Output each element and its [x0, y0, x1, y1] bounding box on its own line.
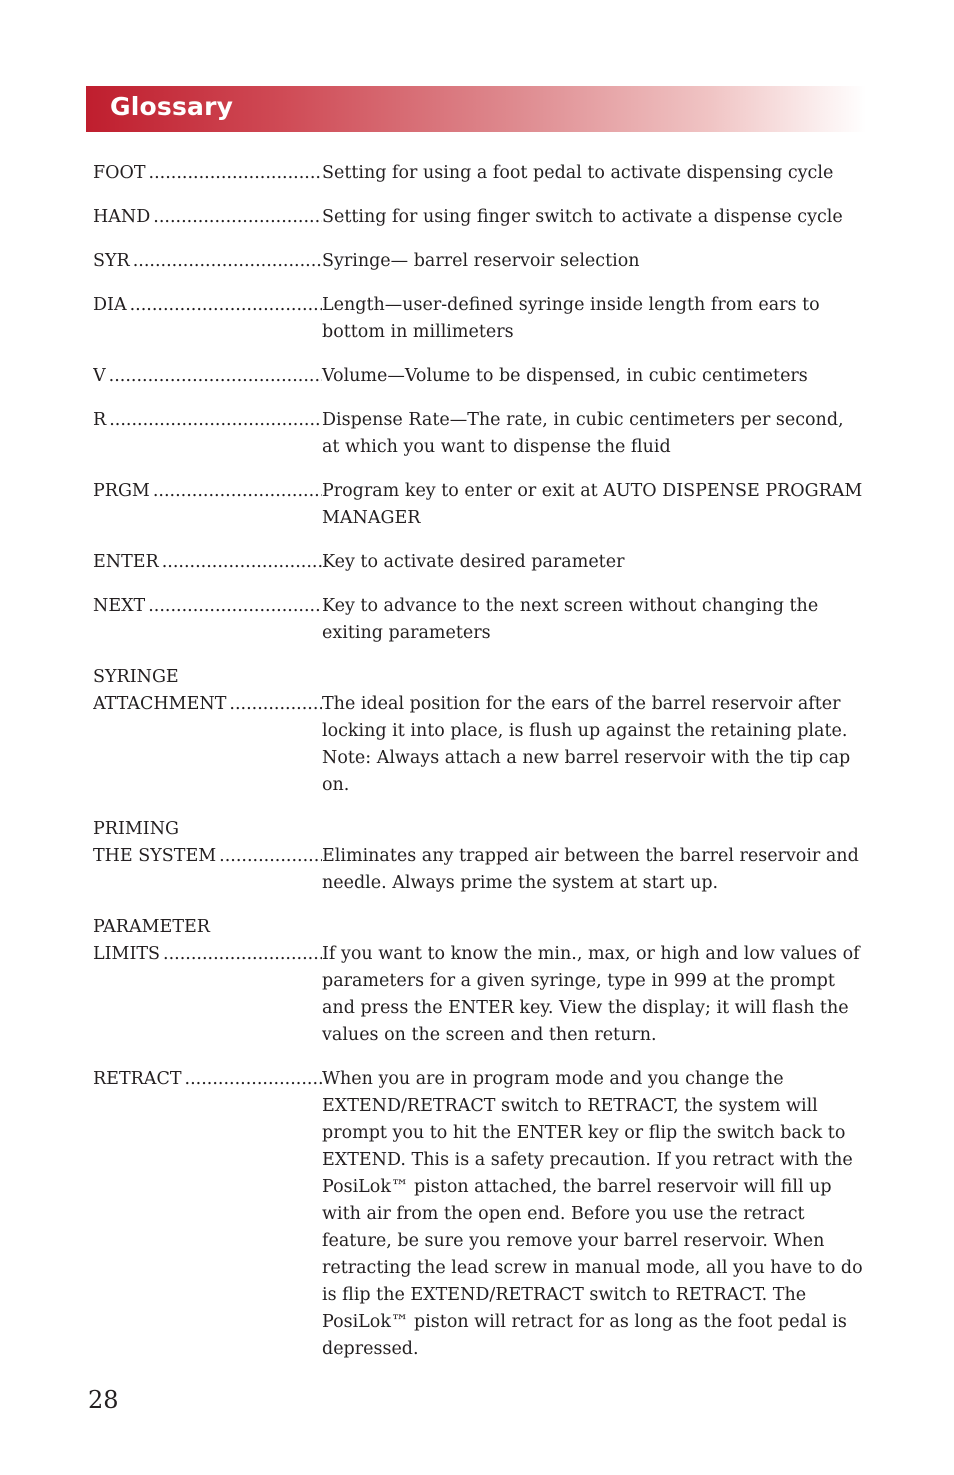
- dot-leader: [162, 549, 322, 576]
- dot-leader: [133, 248, 322, 275]
- header-band: [86, 86, 866, 132]
- glossary-list: [93, 160, 868, 1380]
- glossary-term-line1: SYRINGE: [93, 667, 179, 687]
- glossary-entry: [93, 478, 868, 532]
- glossary-entry: [93, 363, 868, 390]
- glossary-entry: [93, 664, 868, 799]
- glossary-term: [93, 941, 322, 968]
- glossary-term-text: DIA: [93, 295, 127, 315]
- glossary-definition: Program key to enter or exit at AUTO DISPENSE PROGRAM MANAGER: [322, 481, 863, 528]
- glossary-term: [93, 478, 322, 505]
- glossary-entry: [93, 292, 868, 346]
- glossary-term: [93, 248, 322, 275]
- glossary-term-text: FOOT: [93, 163, 146, 183]
- glossary-term-line1: PARAMETER: [93, 917, 210, 937]
- glossary-term: [93, 160, 322, 187]
- glossary-definition: Eliminates any trapped air between the barrel reservoir and needle. Always prime the system at start up.: [322, 846, 859, 893]
- glossary-term: [93, 363, 322, 390]
- glossary-term: [93, 292, 322, 319]
- glossary-term: [93, 549, 322, 576]
- dot-leader: [219, 843, 322, 870]
- glossary-entry: [93, 1066, 868, 1363]
- dot-leader: [109, 363, 322, 390]
- glossary-definition: The ideal position for the ears of the barrel reservoir after locking it into place, is flush up against the retaining plate. Note: Always attach a new barrel reservoir with the tip cap on.: [322, 694, 851, 795]
- glossary-term: [93, 204, 322, 231]
- dot-leader: [130, 292, 322, 319]
- dot-leader: [148, 593, 322, 620]
- glossary-term-line1: PRIMING: [93, 819, 179, 839]
- dot-leader: [109, 407, 322, 434]
- glossary-term: [93, 691, 322, 718]
- glossary-term-text: PRGM: [93, 481, 150, 501]
- dot-leader: [149, 160, 322, 187]
- glossary-definition: Dispense Rate—The rate, in cubic centimeters per second, at which you want to dispense the fluid: [322, 410, 844, 457]
- dot-leader: [185, 1066, 323, 1093]
- glossary-definition: If you want to know the min., max, or high and low values of parameters for a given syringe, type in 999 at the prompt and press the ENTER key. View the display; it will flash the values on the screen and then return.: [322, 944, 860, 1045]
- glossary-entry: [93, 914, 868, 1049]
- dot-leader: [153, 478, 322, 505]
- page-number: 28: [88, 1386, 119, 1414]
- glossary-definition: Key to activate desired parameter: [322, 552, 625, 572]
- glossary-term-text: LIMITS: [93, 944, 161, 964]
- glossary-term-text: HAND: [93, 207, 151, 227]
- glossary-entry: [93, 549, 868, 576]
- glossary-entry: [93, 160, 868, 187]
- glossary-term: [93, 1066, 322, 1093]
- glossary-entry: [93, 816, 868, 897]
- glossary-term: [93, 407, 322, 434]
- glossary-definition: When you are in program mode and you change the EXTEND/RETRACT switch to RETRACT, the system will prompt you to hit the ENTER key or flip the switch back to EXTEND. This is a safety precaution. If you retract with the PosiLok™ piston attached, the barrel reservoir will fill up with air from the open end. Before you use the retract feature, be sure you remove your barrel reservoir. When retracting the lead screw in manual mode, all you have to do is flip the EXTEND/RETRACT switch to RETRACT. The PosiLok™ piston will retract for as long as the foot pedal is depressed.: [322, 1069, 863, 1359]
- glossary-definition: Setting for using finger switch to activate a dispense cycle: [322, 207, 843, 227]
- glossary-definition: Volume—Volume to be dispensed, in cubic centimeters: [322, 366, 808, 386]
- glossary-term-text: V: [93, 366, 106, 386]
- glossary-entry: [93, 204, 868, 231]
- page-title: Glossary: [110, 92, 234, 121]
- glossary-term-text: ENTER: [93, 552, 159, 572]
- glossary-definition: Setting for using a foot pedal to activate dispensing cycle: [322, 163, 834, 183]
- glossary-entry: [93, 248, 868, 275]
- glossary-term-text: NEXT: [93, 596, 146, 616]
- glossary-entry: [93, 593, 868, 647]
- dot-leader: [153, 204, 322, 231]
- glossary-term-text: SYR: [93, 251, 130, 271]
- glossary-definition: Key to advance to the next screen without changing the exiting parameters: [322, 596, 819, 643]
- glossary-definition: Length—user-defined syringe inside length from ears to bottom in millimeters: [322, 295, 820, 342]
- dot-leader: [229, 691, 322, 718]
- glossary-term-text: THE SYSTEM: [93, 846, 217, 866]
- glossary-term: [93, 843, 322, 870]
- glossary-term-text: ATTACHMENT: [93, 694, 227, 714]
- dot-leader: [163, 941, 322, 968]
- glossary-term-text: RETRACT: [93, 1069, 182, 1089]
- glossary-term: [93, 593, 322, 620]
- glossary-entry: [93, 407, 868, 461]
- glossary-term-text: R: [93, 410, 107, 430]
- glossary-definition: Syringe— barrel reservoir selection: [322, 251, 640, 271]
